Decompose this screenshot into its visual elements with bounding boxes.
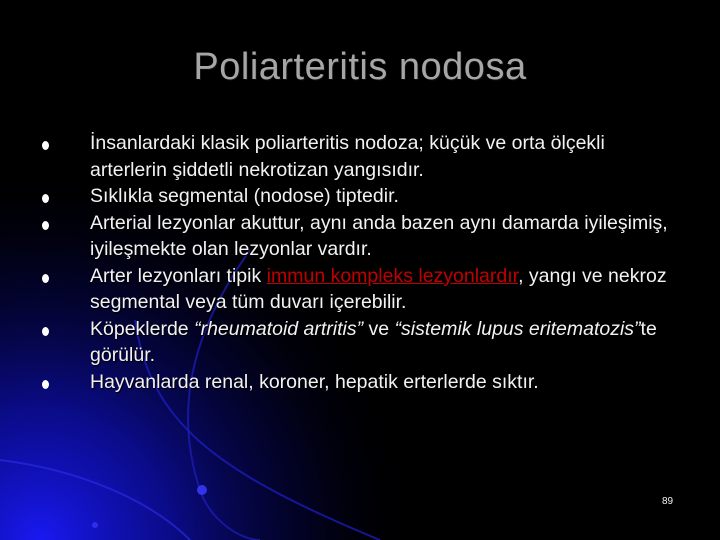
bullet-dot-icon (42, 141, 49, 150)
bullet-text-post: , yangı ve nekroz segmental veya tüm duvarı içerebilir. (90, 264, 667, 313)
page-number: 89 (662, 496, 674, 507)
bullet-text: Hayvanlarda renal, koroner, hepatik erterlerde sıktır. (90, 370, 539, 393)
bullet-item (42, 130, 672, 183)
bullet-text: Sıklıkla segmental (nodose) tiptedir. (90, 185, 399, 207)
bullet-text: İnsanlardaki klasik poliarteritis nodoza; küçük ve orta ölçekli arterlerin şiddetli nekrotizan yangısıdır. (90, 132, 605, 181)
bullet-text-pre: Arter lezyonları tipik (90, 264, 267, 287)
bullet-list (42, 130, 672, 395)
bullet-text-pre: Köpeklerde (90, 317, 195, 340)
bullet-text: Arterial lezyonlar akuttur, aynı anda bazen aynı damarda iyileşimiş, iyileşmekte olan lezyonlar vardır. (90, 211, 668, 260)
bullet-dot-icon (42, 221, 49, 230)
bullet-dot-icon (42, 380, 49, 389)
italic-term-1: “rheumatoid artritis” (194, 317, 364, 340)
bullet-dot-icon (42, 194, 49, 203)
bullet-item (42, 183, 672, 210)
bullet-item (42, 316, 672, 369)
bullet-text-post: te görülür. (90, 317, 657, 366)
bullet-dot-icon (42, 274, 49, 283)
slide-title: Poliarteritis nodosa (193, 46, 527, 88)
bullet-text-mid: ve (363, 317, 395, 340)
bullet-dot-icon (42, 327, 49, 336)
bullet-item (42, 263, 672, 316)
bullet-item (42, 210, 672, 263)
highlighted-phrase: immun kompleks lezyonlardır (266, 264, 519, 287)
italic-term-2: “sistemik lupus eritematozis” (394, 317, 641, 340)
bullet-item (42, 369, 672, 396)
